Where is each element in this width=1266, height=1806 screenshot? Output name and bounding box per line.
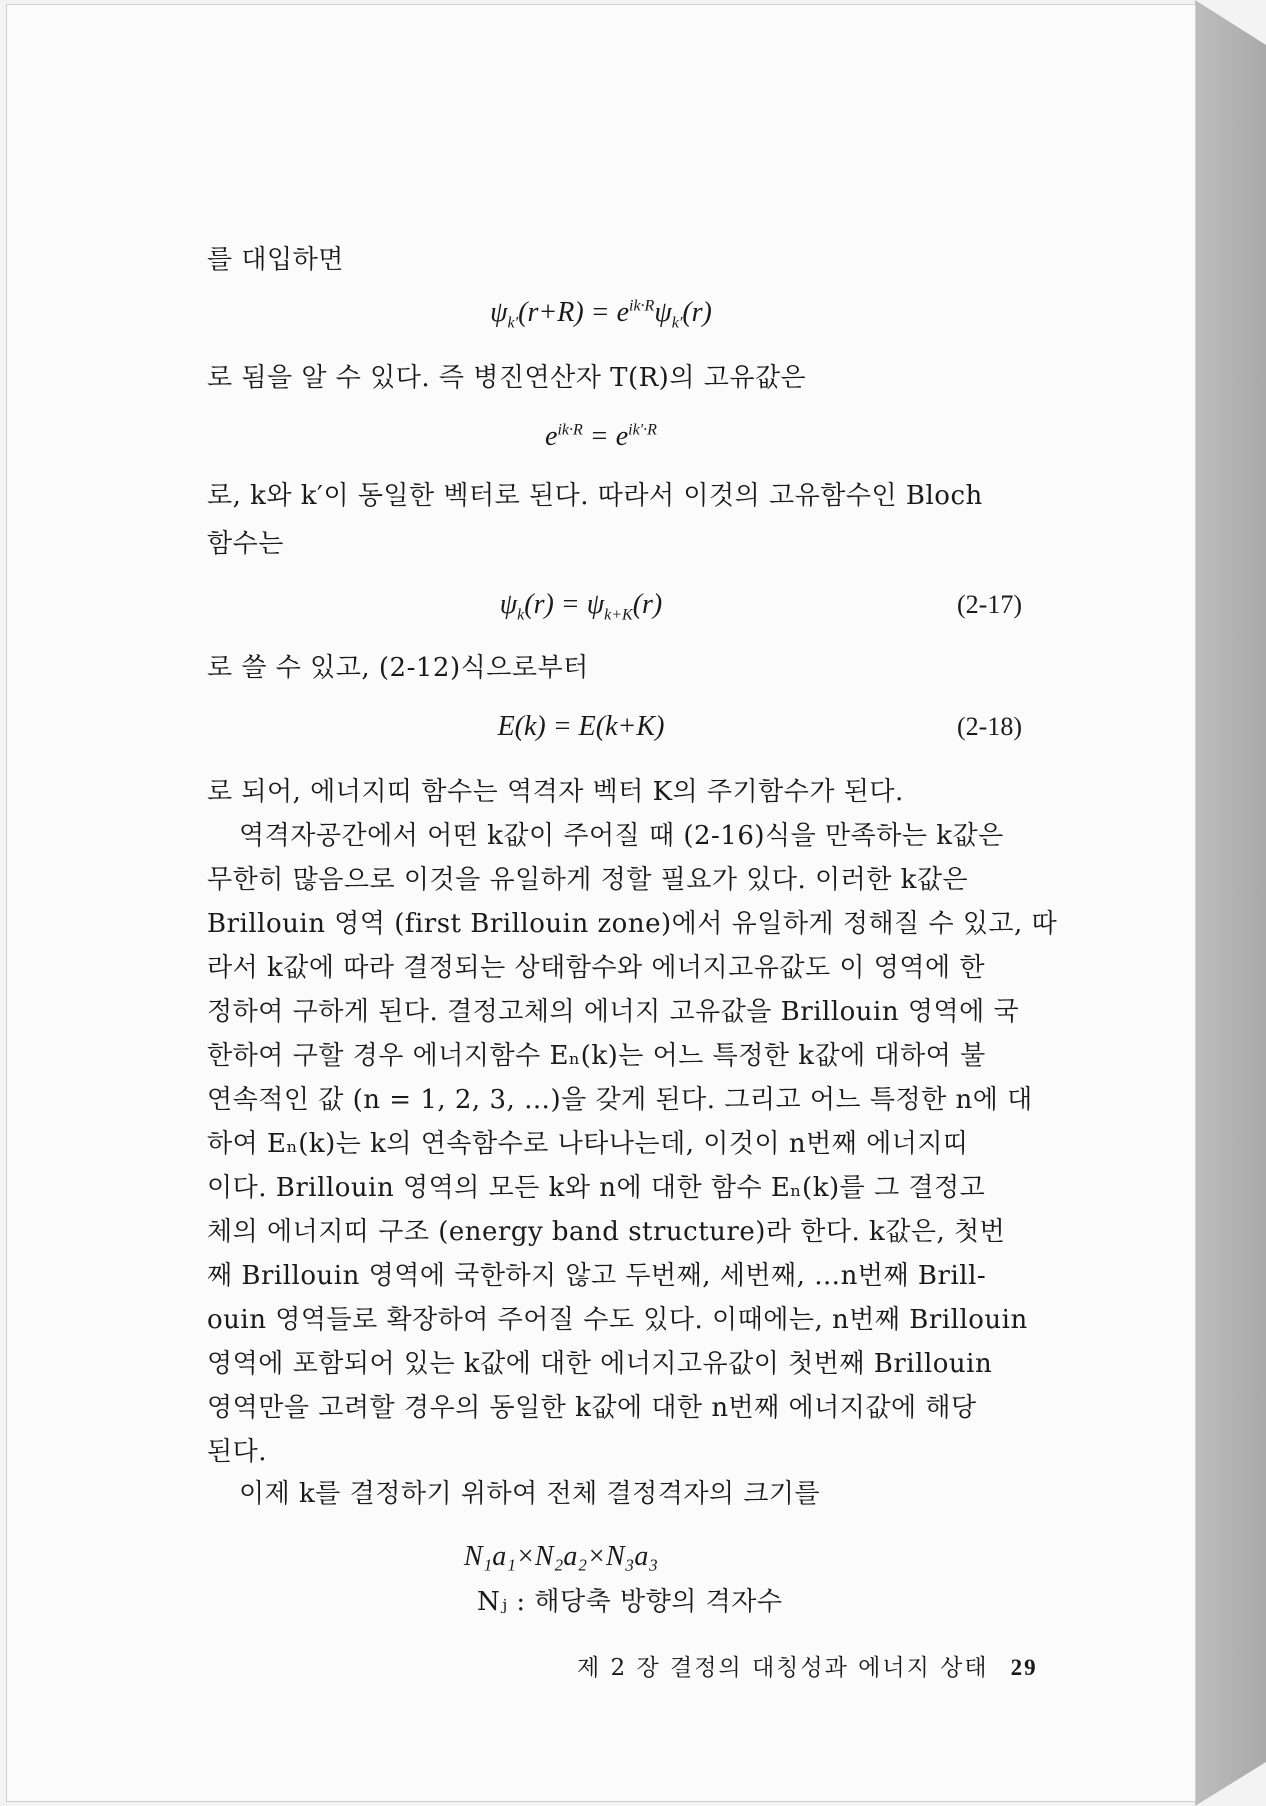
text-line: 역격자공간에서 어떤 k값이 주어질 때 (2-16)식을 만족하는 k값은 (239, 821, 1004, 851)
page-footer (577, 1649, 1047, 1682)
text-line: 영역만을 고려할 경우의 동일한 k값에 대한 n번째 에너지값에 해당 (207, 1393, 977, 1423)
text-line: Nⱼ : 해당축 방향의 격자수 (477, 1587, 783, 1617)
text-line: 라서 k값에 따라 결정되는 상태함수와 에너지고유값도 이 영역에 한 (207, 953, 986, 983)
text-line: 로 되어, 에너지띠 함수는 역격자 벡터 K의 주기함수가 된다. (207, 777, 904, 807)
equation-1: $\psi_{k'}(r+R) = e^{ik\cdot R}\psi_{k'}(r)$ (490, 297, 712, 332)
text-line: 째 Brillouin 영역에 국한하지 않고 두번째, 세번째, …n번째 Brill- (207, 1261, 987, 1291)
text-line: 로, k와 k′이 동일한 벡터로 된다. 따라서 이것의 고유함수인 Bloch (207, 481, 983, 511)
text-line: 하여 Eₙ(k)는 k의 연속함수로 나타나는데, 이것이 n번째 에너지띠 (207, 1129, 969, 1159)
text-line: 이다. Brillouin 영역의 모든 k와 n에 대한 함수 Eₙ(k)를 그 결정고 (207, 1173, 986, 1203)
page-number: 29 (1010, 1655, 1038, 1680)
text-line: 체의 에너지띠 구조 (energy band structure)라 한다. k값은, 첫번 (207, 1217, 1006, 1247)
equation-4: E(k) = E(k+K) (497, 711, 665, 742)
equation-3: $\psi_k(r) = \psi_{k+K}(r)$ (499, 589, 663, 624)
chapter-title: 제 2 장 결정의 대칭성과 에너지 상태 (577, 1655, 989, 1681)
book-page (6, 4, 1196, 1802)
text-line: 정하여 구하게 된다. 결정고체의 에너지 고유값을 Brillouin 영역에 국 (207, 997, 1020, 1027)
equation-number: (2-17) (957, 590, 1022, 619)
equation-5: N₁a₁×N₂a₂×N₃a₃ (463, 1541, 659, 1572)
equation-2: $e^{ik\cdot R} = e^{ik'\cdot R}$ (545, 421, 657, 452)
text-line: 연속적인 값 (n = 1, 2, 3, …)을 갖게 된다. 그리고 어느 특정한 n에 대 (207, 1085, 1033, 1115)
text-line: 함수는 (207, 529, 284, 559)
text-line: 한하여 구할 경우 에너지함수 Eₙ(k)는 어느 특정한 k값에 대하여 불 (207, 1041, 986, 1071)
text-line: 된다. (207, 1437, 267, 1467)
text-line: ouin 영역들로 확장하여 주어질 수도 있다. 이때에는, n번째 Brillouin (207, 1305, 1028, 1335)
text-line: 로 됨을 알 수 있다. 즉 병진연산자 T(R)의 고유값은 (207, 363, 807, 393)
text-line: 를 대입하면 (207, 245, 344, 275)
text-line: 무한히 많음으로 이것을 유일하게 정할 필요가 있다. 이러한 k값은 (207, 865, 969, 895)
book-edge (1195, 0, 1266, 1806)
text-line: 이제 k를 결정하기 위하여 전체 결정격자의 크기를 (239, 1479, 821, 1509)
equation-number: (2-18) (957, 712, 1022, 741)
text-line: 로 쓸 수 있고, (2-12)식으로부터 (207, 653, 589, 683)
text-line: 영역에 포함되어 있는 k값에 대한 에너지고유값이 첫번째 Brillouin (207, 1349, 993, 1379)
text-line: Brillouin 영역 (first Brillouin zone)에서 유일하게 정해질 수 있고, 따 (207, 909, 1058, 939)
